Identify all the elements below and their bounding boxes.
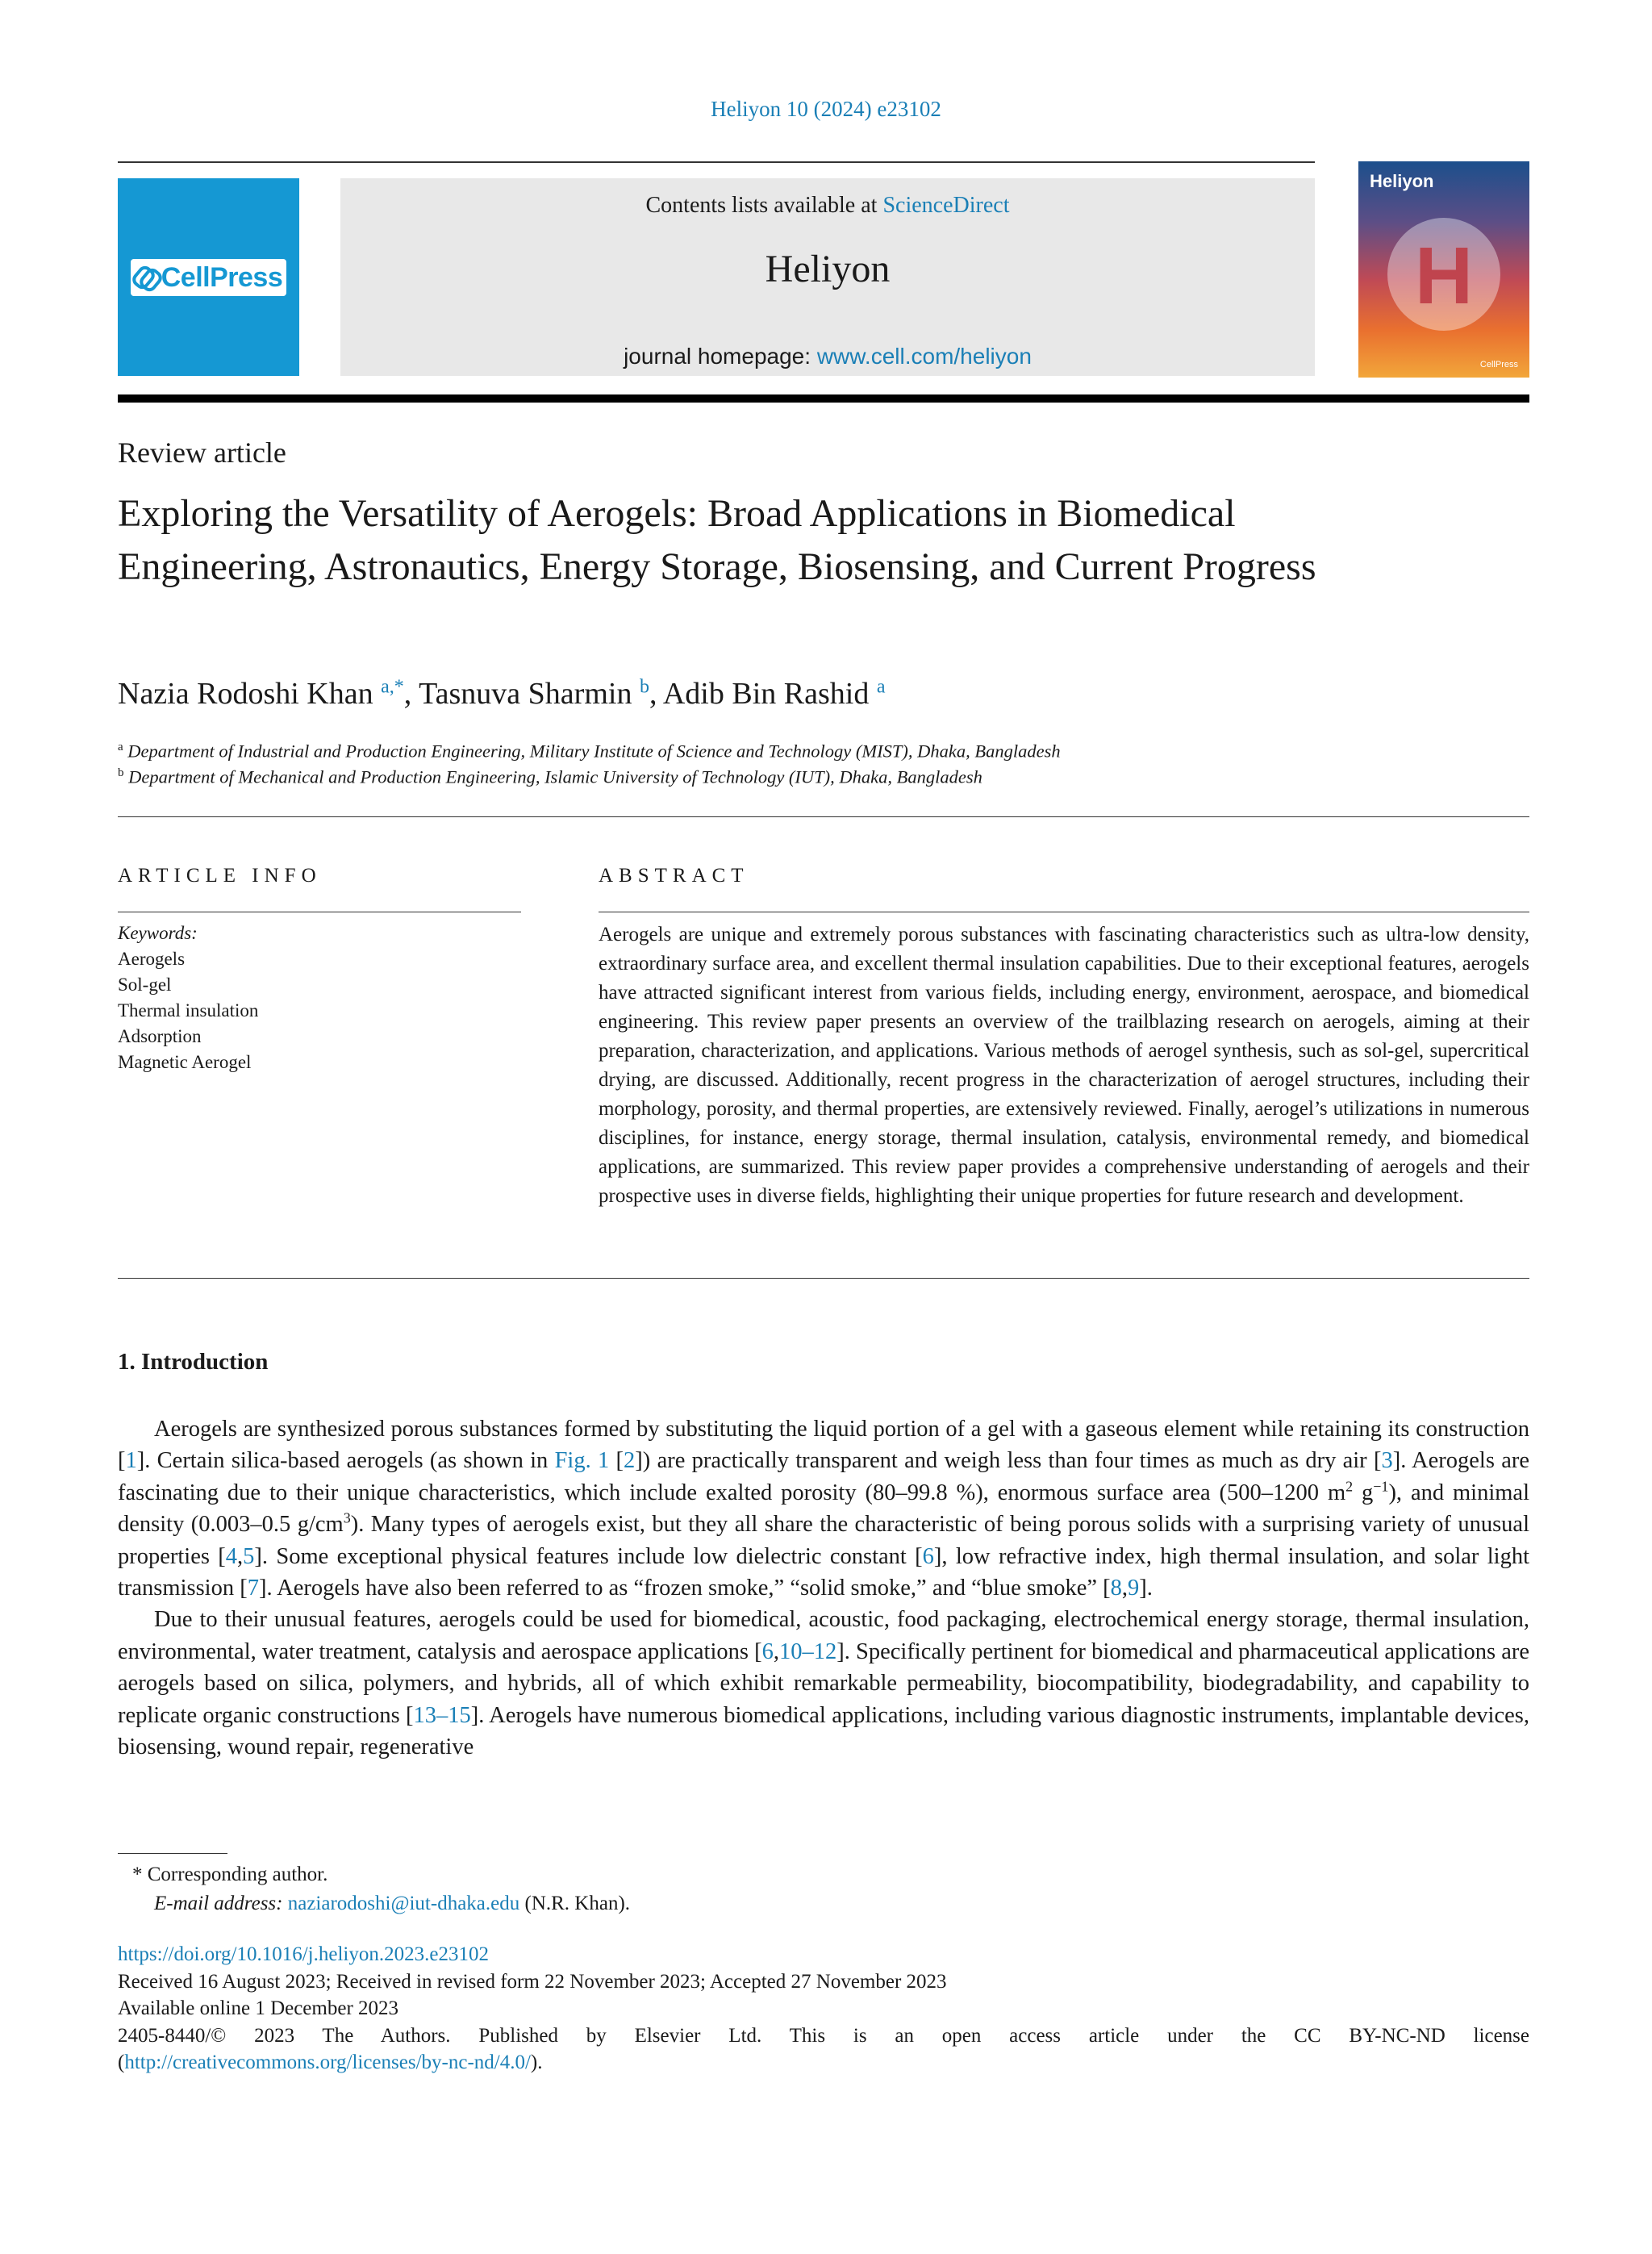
cellpress-badge [131, 259, 286, 296]
journal-reference-link[interactable]: Heliyon 10 (2024) e23102 [711, 97, 941, 121]
citation-link[interactable]: 7 [247, 1576, 259, 1601]
text: ]. Certain silica-based aerogels (as shown in [136, 1448, 555, 1474]
text: ]. Aerogels have numerous biomedical applications, including various diagnostic instruments, implantable devices, biosensing, wound repair, regenerative [118, 1702, 1529, 1760]
keyword: Thermal insulation [118, 1000, 259, 1021]
author-affiliation-link[interactable]: a,* [381, 676, 404, 698]
keyword: Magnetic Aerogel [118, 1052, 252, 1072]
keyword: Aerogels [118, 949, 186, 969]
superscript: 3 [343, 1509, 351, 1526]
author-name: Adib Bin Rashid [662, 677, 870, 711]
journal-cover-image[interactable] [1358, 161, 1529, 378]
citation-link[interactable]: 9 [1128, 1576, 1140, 1601]
figure-link[interactable]: Fig. 1 [554, 1448, 610, 1474]
text: Due to their unusual features, aerogels could be used for biomedical, acoustic, food packaging, electrochemical energy storage, thermal insulation, environmental, water treatment, catalysis and aerospace applications [ [118, 1607, 1529, 1664]
cellpress-logo[interactable] [118, 178, 299, 376]
affiliation [118, 766, 982, 788]
text: ). Many types of aerogels exist, but they all share the characteristic of being porous solids with a surprising variety of unusual properties [ [118, 1512, 1529, 1569]
text: , [237, 1543, 244, 1569]
citation-link[interactable]: 8 [1110, 1576, 1122, 1601]
cover-letter: H [1414, 231, 1474, 321]
text: , [1121, 1576, 1128, 1601]
text: ). [530, 2052, 543, 2073]
footnotes [118, 1860, 630, 1918]
author-name: Nazia Rodoshi Khan [118, 677, 373, 711]
section-heading-introduction: 1. Introduction [118, 1349, 269, 1375]
text: ]. Specifically pertinent for biomedical and pharmaceutical applications are aerogels based on silica, polymers, and hybrids, all of which exhibit remarkable permeability, biocompatibility, biodegradability, and capability to replicate organic constructions [ [118, 1638, 1529, 1728]
homepage-line [340, 344, 1315, 369]
homepage-prefix: journal homepage: [624, 344, 817, 369]
text: ]. Aerogels have also been referred to as “frozen smoke,” “solid smoke,” and “blue smoke” [ [258, 1576, 1111, 1601]
citation-link[interactable]: 10–12 [778, 1638, 837, 1664]
journal-name: Heliyon [765, 248, 891, 290]
cover-brand: CellPress [1479, 360, 1518, 369]
citation-link[interactable]: 3 [1381, 1448, 1393, 1474]
text: ]. Some exceptional physical features include low dielectric constant [ [254, 1543, 923, 1569]
paragraph [118, 1413, 1529, 1604]
affiliation-label: a [118, 741, 123, 753]
email-label: E-mail address: [154, 1893, 283, 1914]
cover-title: Heliyon [1370, 171, 1434, 191]
footnote-rule [118, 1853, 227, 1854]
text: , [773, 1638, 779, 1664]
header-thick-rule [118, 394, 1529, 403]
doi-link[interactable]: https://doi.org/10.1016/j.heliyon.2023.e23102 [118, 1943, 489, 1965]
citation-link[interactable]: 6 [761, 1638, 774, 1664]
email-link[interactable]: naziarodoshi@iut-dhaka.edu [287, 1893, 520, 1914]
email-suffix: (N.R. Khan). [519, 1893, 631, 1914]
available-online: Available online 1 December 2023 [118, 1997, 399, 2019]
introduction-body [118, 1413, 1529, 1763]
keywords-list [118, 920, 258, 1075]
citation-link[interactable]: 2 [624, 1448, 636, 1474]
author-name: Tasnuva Sharmin [419, 677, 632, 711]
text: ), and minimal density (0.003–0.5 g/cm [118, 1480, 1529, 1538]
article-title: Exploring the Versatility of Aerogels: Broad Applications in Biomedical Engineering, Astronautics, Energy Storage, Biosensing, and Current Progress [118, 492, 1316, 588]
keywords-label: Keywords: [118, 923, 198, 943]
email-note [118, 1889, 630, 1918]
publication-info [118, 1941, 1529, 2077]
superscript: −1 [1373, 1478, 1389, 1495]
author-affiliation-link[interactable]: a [876, 676, 886, 698]
affiliation-text: Department of Industrial and Production Engineering, Military Institute of Science and Technology (MIST), Dhaka, Bangladesh [127, 741, 1061, 762]
cellpress-mark-icon [135, 266, 157, 289]
text: ]. Aerogels are fascinating due to their unique characteristics, which include exalted porosity (80–99.8 %), enormous surface area (500–1200 m [118, 1448, 1529, 1505]
received-dates: Received 16 August 2023; Received in revised form 22 November 2023; Accepted 27 November 2023 [118, 1970, 947, 1993]
abstract-heading: ABSTRACT [599, 865, 749, 887]
text: ], low refractive index, high thermal insulation, and solar light transmission [ [118, 1543, 1529, 1601]
citation-link[interactable]: 13–15 [413, 1702, 471, 1728]
author-affiliation-link[interactable]: b [639, 676, 649, 698]
text: ( [118, 2052, 125, 2073]
article-info-heading: ARTICLE INFO [118, 865, 322, 887]
text: g [1353, 1480, 1374, 1505]
paragraph [118, 1604, 1529, 1763]
divider [118, 816, 1529, 817]
citation-link[interactable]: 5 [243, 1543, 255, 1569]
header-top-rule [118, 161, 1315, 163]
text: ]) are practically transparent and weigh less than four times as much as dry air [ [635, 1448, 1382, 1474]
article-type: Review article [118, 436, 286, 469]
text: [ [609, 1448, 624, 1474]
journal-homepage-link[interactable]: www.cell.com/heliyon [816, 344, 1032, 369]
divider [118, 1278, 1529, 1279]
text: ]. [1139, 1576, 1153, 1601]
license-statement: 2405-8440/© 2023 The Authors. Published by Elsevier Ltd. This is an open access article under the CC BY-NC-ND license [118, 2024, 1529, 2047]
affiliation-text: Department of Mechanical and Production Engineering, Islamic University of Technology (IUT), Dhaka, Bangladesh [128, 766, 982, 787]
contents-prefix: Contents lists available at [645, 193, 883, 218]
keyword: Adsorption [118, 1026, 202, 1046]
abstract-text: Aerogels are unique and extremely porous substances with fascinating characteristics such as ultra-low density, extraordinary surface area, and excellent thermal insulation capabilities. Due to their exceptional features, aerogels have attracted significant interest from various fields, including energy, environment, aerospace, and biomedical engineering. This review paper presents an overview of the trailblazing research on aerogels, aiming at their preparation, characterization, and applications. Various methods of aerogel synthesis, such as sol-gel, supercritical drying, are discussed. Additionally, recent progress in the characterization of aerogel structures, including their morphology, porosity, and thermal properties, are extensively reviewed. Finally, aerogel’s utilizations in numerous disciplines, for instance, energy storage, thermal insulation, catalysis, environmental remedy, and biomedical applications, are summarized. This review paper provides a comprehensive understanding of aerogels and their prospective uses in diverse fields, highlighting their unique properties for future research and development. [599, 924, 1529, 1207]
cover-circle [1387, 218, 1500, 331]
affiliation [118, 741, 1061, 762]
citation-link[interactable]: 4 [225, 1543, 238, 1569]
license-link[interactable]: http://creativecommons.org/licenses/by-nc-nd/4.0/ [124, 2052, 531, 2073]
text: Aerogels are synthesized porous substances formed by substituting the liquid portion of a gel with a gaseous element while retaining its construction [ [118, 1417, 1529, 1474]
author-list: Nazia Rodoshi Khan $^{a,*}$, Tasnuva Sharmin $^b$, Adib Bin Rashid $^a$ [118, 676, 886, 711]
citation-link[interactable]: 1 [125, 1448, 137, 1474]
affiliation-label: b [118, 766, 124, 779]
cellpress-logo-text: CellPress [161, 261, 283, 293]
license-url-line [118, 2049, 1529, 2077]
corresponding-author-note: * Corresponding author. [132, 1864, 328, 1885]
superscript: 2 [1345, 1478, 1354, 1495]
citation-link[interactable]: 6 [922, 1543, 934, 1569]
journal-header-box [340, 178, 1315, 376]
contents-line [340, 193, 1315, 219]
sciencedirect-link[interactable]: ScienceDirect [882, 193, 1010, 218]
keyword: Sol-gel [118, 975, 172, 995]
